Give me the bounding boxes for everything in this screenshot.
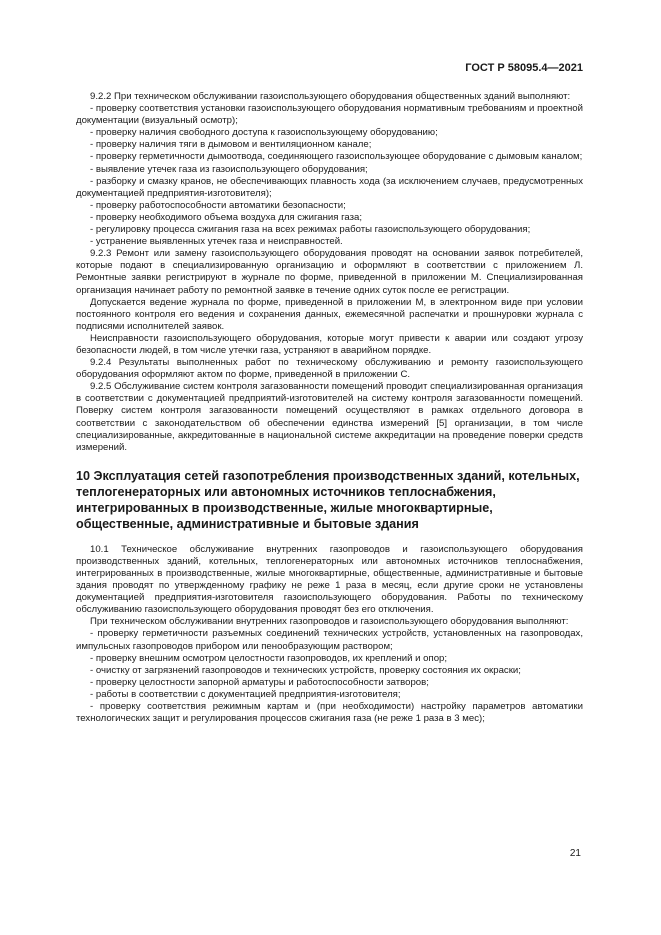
list-item: - проверку внешним осмотром целостности газопроводов, их креплений и опор; bbox=[90, 652, 448, 664]
paragraph-9-2-5: 9.2.5 Обслуживание систем контроля загазованности помещений проводит специализированная организация в соответствии с документацией предприятий-изготовителей на систему контроля загазованности помещений. Поверку систем контроля загазованности помещений осуществляют в рамках отдельного договора в соответствии с законодательством об обеспечении единства измерений [5] организации, в том числе специализированные, аккредитованные в национальной системе аккредитации на проведение поверки средств измерений. bbox=[76, 381, 583, 453]
list-item: - выявление утечек газа из газоиспользующего оборудования; bbox=[90, 163, 368, 175]
list-item: - проверку необходимого объема воздуха для сжигания газа; bbox=[90, 211, 363, 223]
list-item: - устранение выявленных утечек газа и неисправностей. bbox=[90, 236, 343, 248]
paragraph-9-2-3-faults: Неисправности газоиспользующего оборудования, которые могут привести к аварии или создают угрозу безопасности людей, в том числе утечки газа, устраняют в аварийном порядке. bbox=[76, 332, 583, 356]
paragraph-10-1: 10.1 Техническое обслуживание внутренних газопроводов и газоиспользующего оборудования производственных зданий, котельных, теплогенераторных или автономных источников теплоснабжения, интегрированных в производственные, жилые многоквартирные, общественные, административные и бытовые здания проводят по утвержденному графику не реже 1 раза в месяц, если другие сроки не установлены документацией предприятия-изготовителя газоиспользующего оборудования. Работы по техническому обслуживанию газоиспользующего оборудования проводят без его отключения. bbox=[76, 543, 583, 616]
page-number: 21 bbox=[569, 848, 581, 859]
page-header-code: ГОСТ Р 58095.4—2021 bbox=[465, 62, 583, 74]
section-10-heading: 10 Эксплуатация сетей газопотребления производственных зданий, котельных, теплогенераторных или автономных источников теплоснабжения, интегрированных в производственные, жилые многоквартирные, общественные, административные и бытовые здания bbox=[76, 468, 580, 531]
paragraph-9-2-3: 9.2.3 Ремонт или замену газоиспользующего оборудования проводят на основании заявок потребителей, которые подают в специализированную организацию и оформляют в соответствии с приложением Л. Ремонтные заявки регистрируют в журнале по форме, приведенной в приложении М. Специализированная организация начинает работу по ремонтной заявке в течение одних суток после ее регистрации. bbox=[76, 248, 583, 296]
list-item: - проверку наличия свободного доступа к газоиспользующему оборудованию; bbox=[90, 127, 438, 139]
list-item: - проверку герметичности дымоотвода, соединяющего газоиспользующее оборудование с дымовым каналом; bbox=[90, 151, 583, 163]
list-item: - работы в соответствии с документацией предприятия-изготовителя; bbox=[90, 688, 401, 700]
list-item: - проверку целостности запорной арматуры и работоспособности затворов; bbox=[90, 676, 429, 688]
paragraph-9-2-3-journal: Допускается ведение журнала по форме, приведенной в приложении М, в электронном виде при условии постоянного контроля его ведения и сохранения данных, ежемесячной распечатки и прошнуровки журнала с подписями исполнителей заявок. bbox=[76, 296, 583, 332]
list-item: - очистку от загрязнений газопроводов и технических устройств, проверку состояния их окраски; bbox=[90, 664, 521, 676]
list-item: - проверку работоспособности автоматики безопасности; bbox=[90, 199, 346, 211]
paragraph-10-1-intro: При техническом обслуживании внутренних газопроводов и газоиспользующего оборудования выполняют: bbox=[90, 616, 569, 628]
list-item: - регулировку процесса сжигания газа на всех режимах работы газоиспользующего оборудования; bbox=[90, 224, 531, 236]
document-body bbox=[76, 91, 583, 725]
paragraph-9-2-2: 9.2.2 При техническом обслуживании газоиспользующего оборудования общественных зданий выполняют: bbox=[90, 91, 571, 102]
list-item: - проверку герметичности разъемных соединений технических устройств, установленных на газопроводах, импульсных газопроводов прибором или пенообразующим раствором; bbox=[76, 628, 583, 652]
list-item: - проверку соответствия режимным картам и (при необходимости) настройку параметров автоматики технологических защит и регулирования процессов сжигания газа (не реже 1 раза в 3 мес); bbox=[76, 701, 583, 725]
paragraph-9-2-4: 9.2.4 Результаты выполненных работ по техническому обслуживанию и ремонту газоиспользующего оборудования оформляют актом по форме, приведенной в приложении С. bbox=[76, 357, 583, 381]
list-item: - проверку соответствия установки газоиспользующего оборудования нормативным требованиям и проектной документации (визуальный осмотр); bbox=[76, 103, 583, 127]
list-item: - разборку и смазку кранов, не обеспечивающих плавность хода (за исключением случаев, предусмотренных документацией предприятия-изготовителя); bbox=[76, 175, 583, 199]
list-item: - проверку наличия тяги в дымовом и вентиляционном канале; bbox=[90, 139, 372, 151]
